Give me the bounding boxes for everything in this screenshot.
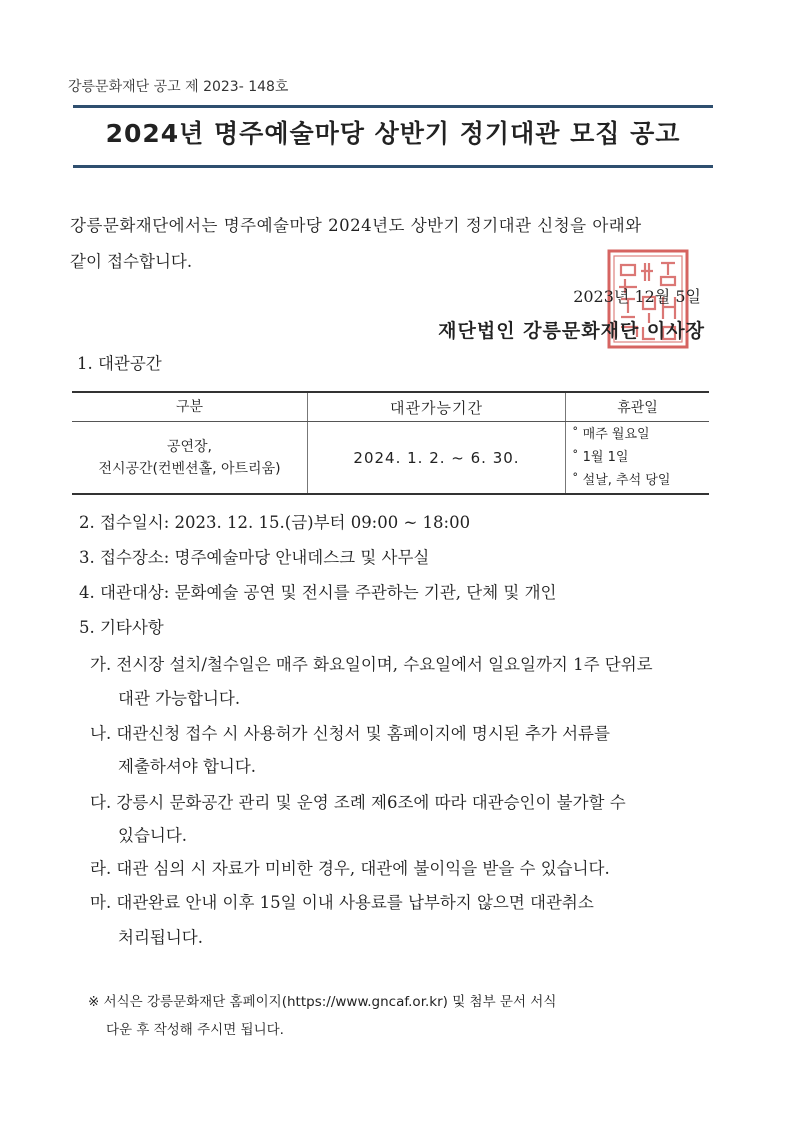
section-heading-rental-spaces: 1. 대관공간 <box>77 354 162 373</box>
receipt-datetime: 2. 접수일시: 2023. 12. 15.(금)부터 09:00 ~ 18:00 <box>79 513 471 532</box>
cell-space <box>72 422 308 495</box>
intro-line-2: 같이 접수합니다. <box>70 252 193 271</box>
header-period: 대관가능기간 <box>308 392 566 422</box>
closed-day-item: ˚ 설날, 추석 당일 <box>572 473 671 488</box>
page-title: 2024년 명주예술마당 상반기 정기대관 모집 공고 <box>105 119 681 148</box>
notice-number: 강릉문화재단 공고 제 2023- 148호 <box>68 79 289 95</box>
table-header-row <box>72 392 709 422</box>
title-top-rule <box>73 105 713 108</box>
closed-day-item: ˚ 1월 1일 <box>572 450 629 465</box>
header-category: 구분 <box>72 392 308 422</box>
table-row <box>72 422 709 495</box>
note-ma-line-2: 처리됩니다. <box>118 928 203 947</box>
announcement-date: 2023년 12월 5일 <box>573 287 701 306</box>
space-line-2: 전시공간(컨벤션홀, 아트리움) <box>98 460 281 477</box>
header-closed-days: 휴관일 <box>566 392 710 422</box>
closed-day-item: ˚ 매주 월요일 <box>572 427 650 442</box>
note-da-line-1: 다. 강릉시 문화공간 관리 및 운영 조례 제6조에 따라 대관승인이 불가할 수 <box>90 793 626 812</box>
rental-space-table <box>72 391 709 495</box>
receipt-place: 3. 접수장소: 명주예술마당 안내데스크 및 사무실 <box>79 548 430 567</box>
space-line-1: 공연장, <box>166 438 213 455</box>
intro-line-1: 강릉문화재단에서는 명주예술마당 2024년도 상반기 정기대관 신청을 아래와 <box>70 216 642 235</box>
note-na-line-2: 제출하셔야 합니다. <box>118 757 257 776</box>
note-da-line-2: 있습니다. <box>118 826 188 845</box>
cell-period: 2024. 1. 2. ~ 6. 30. <box>308 422 566 495</box>
note-ga-line-2: 대관 가능합니다. <box>118 689 241 708</box>
cell-closed-days <box>566 422 710 495</box>
title-bottom-rule <box>73 165 713 168</box>
note-ga-line-1: 가. 전시장 설치/철수일은 매주 화요일이며, 수요일에서 일요일까지 1주 단위로 <box>90 655 653 674</box>
footnote-line-1: ※ 서식은 강릉문화재단 홈페이지(https://www.gncaf.or.kr) 및 첨부 문서 서식 <box>88 994 557 1010</box>
signer: 재단법인 강릉문화재단 이사장 <box>438 320 705 342</box>
footnote-line-2: 다운 후 작성해 주시면 됩니다. <box>106 1022 284 1038</box>
note-na-line-1: 나. 대관신청 접수 시 사용허가 신청서 및 홈페이지에 명시된 추가 서류를 <box>90 724 610 743</box>
note-ra-line-1: 라. 대관 심의 시 자료가 미비한 경우, 대관에 불이익을 받을 수 있습니다. <box>90 859 610 878</box>
others-heading: 5. 기타사항 <box>79 618 164 637</box>
eligibility: 4. 대관대상: 문화예술 공연 및 전시를 주관하는 기관, 단체 및 개인 <box>79 583 557 602</box>
note-ma-line-1: 마. 대관완료 안내 이후 15일 이내 사용료를 납부하지 않으면 대관취소 <box>90 893 594 912</box>
